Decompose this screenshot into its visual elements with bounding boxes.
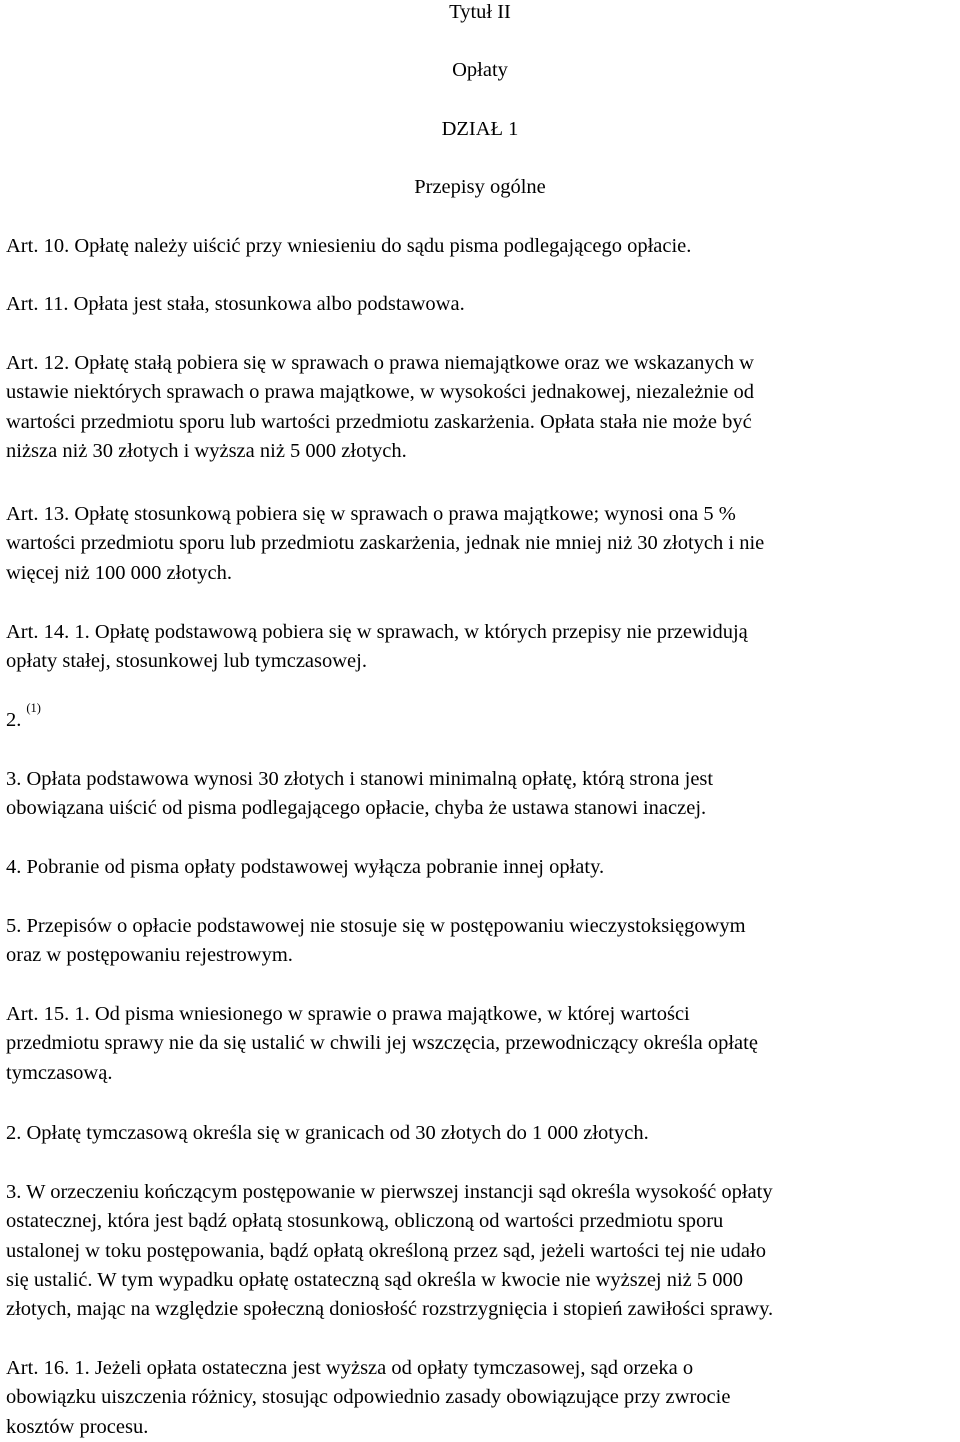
- text-line: wartości przedmiotu sporu lub wartości przedmiotu zaskarżenia. Opłata stała nie może być: [6, 410, 752, 433]
- article-14-paragraph-4: [6, 853, 960, 882]
- text-line: Art. 12. Opłatę stałą pobiera się w sprawach o prawa niemajątkowe oraz we wskazanych w: [6, 352, 754, 374]
- text-line: 5. Przepisów o opłacie podstawowej nie stosuje się w postępowaniu wieczystoksięgowym: [6, 915, 746, 937]
- article-11: [6, 290, 960, 319]
- article-14-paragraph-2: [6, 701, 960, 735]
- text-line: niższa niż 30 złotych i wyższa niż 5 000 złotych.: [6, 439, 407, 462]
- text-line: Art. 10. Opłatę należy uiścić przy wniesieniu do sądu pisma podlegającego opłacie.: [6, 235, 692, 257]
- article-13: [6, 500, 960, 588]
- text-line: oraz w postępowaniu rejestrowym.: [6, 944, 293, 967]
- text-line: 3. Opłata podstawowa wynosi 30 złotych i stanowi minimalną opłatę, którą strona jest: [6, 768, 714, 790]
- article-15-paragraph-3: [6, 1178, 960, 1324]
- title-heading: Tytuł II: [449, 1, 511, 23]
- article-14-paragraph-1: [6, 618, 960, 677]
- text-line: ostatecznej, która jest bądź opłatą stosunkową, obliczoną od wartości przedmiotu sporu: [6, 1210, 724, 1233]
- text-line: więcej niż 100 000 złotych.: [6, 561, 233, 584]
- text-line: Art. 15. 1. Od pisma wniesionego w sprawie o prawa majątkowe, w której wartości: [6, 1003, 690, 1025]
- paragraph-number: 2.: [6, 709, 22, 731]
- text-line: 2. Opłatę tymczasową określa się w granicach od 30 złotych do 1 000 złotych.: [6, 1122, 649, 1144]
- text-line: Art. 14. 1. Opłatę podstawową pobiera się w sprawach, w których przepisy nie przewidują: [6, 621, 748, 643]
- article-12: [6, 349, 960, 466]
- text-line: się ustalić. W tym wypadku opłatę ostateczną sąd określa w kwocie nie wyższej niż 5 000: [6, 1268, 744, 1291]
- text-line: Art. 11. Opłata jest stała, stosunkowa albo podstawowa.: [6, 293, 465, 315]
- footnote-marker: (1): [26, 701, 41, 715]
- text-line: przedmiotu sprawy nie da się ustalić w chwili jej wszczęcia, przewodniczący określa opłatę: [6, 1032, 758, 1055]
- text-line: obowiązana uiścić od pisma podlegającego opłacie, chyba że ustawa stanowi inaczej.: [6, 797, 707, 820]
- text-line: ustalonej w toku postępowania, bądź opłatą określoną przez sąd, jeżeli wartości tej nie udało: [6, 1239, 766, 1262]
- text-line: kosztów procesu.: [6, 1415, 149, 1438]
- division-heading: DZIAŁ 1: [441, 118, 519, 140]
- article-15-paragraph-2: [6, 1119, 960, 1148]
- article-15-paragraph-1: [6, 1000, 960, 1088]
- text-line: złotych, mając na względzie społeczną doniosłość rozstrzygnięcia i stopień zawiłości sprawy.: [6, 1298, 774, 1321]
- text-line: 4. Pobranie od pisma opłaty podstawowej wyłącza pobranie innej opłaty.: [6, 856, 605, 878]
- text-line: Art. 16. 1. Jeżeli opłata ostateczna jest wyższa od opłaty tymczasowej, sąd orzeka o: [6, 1357, 694, 1379]
- subtitle-heading: Opłaty: [452, 59, 508, 81]
- article-10: [6, 232, 960, 261]
- text-line: 3. W orzeczeniu kończącym postępowanie w pierwszej instancji sąd określa wysokość opłaty: [6, 1181, 773, 1203]
- text-line: ustawie niektórych sprawach o prawa majątkowe, w wysokości jednakowej, niezależnie od: [6, 381, 754, 404]
- text-line: [6, 701, 960, 735]
- article-14-paragraph-5: [6, 912, 960, 971]
- text-line: obowiązku uiszczenia różnicy, stosując odpowiednio zasady obowiązujące przy zwrocie: [6, 1386, 731, 1409]
- text-line: wartości przedmiotu sporu lub przedmiotu zaskarżenia, jednak nie mniej niż 30 złotych i nie: [6, 532, 765, 555]
- text-line: Art. 13. Opłatę stosunkową pobiera się w sprawach o prawa majątkowe; wynosi ona 5 %: [6, 503, 736, 525]
- section-heading: Przepisy ogólne: [414, 176, 546, 198]
- article-16-paragraph-1: [6, 1354, 960, 1442]
- article-14-paragraph-3: [6, 765, 960, 824]
- text-line: tymczasową.: [6, 1061, 113, 1084]
- text-line: opłaty stałej, stosunkowej lub tymczasowej.: [6, 650, 367, 673]
